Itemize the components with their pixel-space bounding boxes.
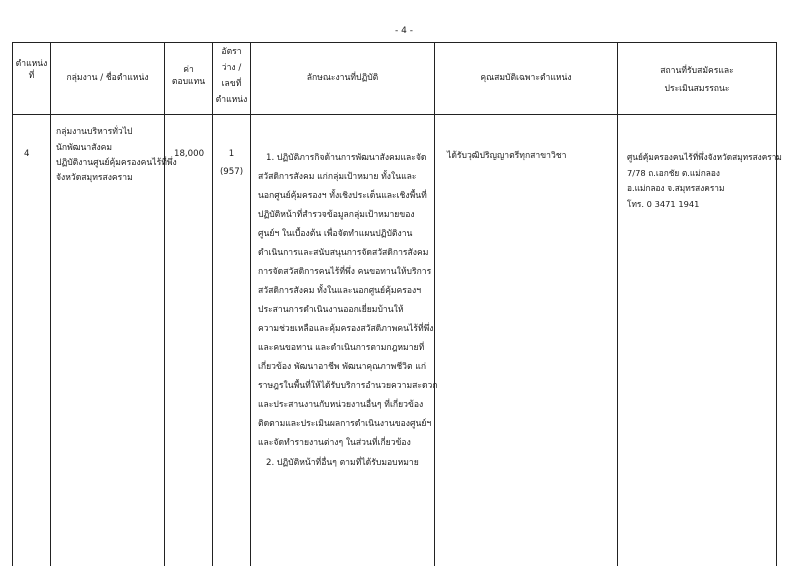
column-divider-4 xyxy=(250,42,251,566)
column-divider-6 xyxy=(617,42,618,566)
header-qualifications: คุณสมบัติเฉพาะตำแหน่ง xyxy=(480,73,572,83)
row-number: 4 xyxy=(24,149,30,159)
location-text: ศูนย์คุ้มครองคนไร้ที่พึ่งจังหวัดสมุทรสงคราม 7/78 ถ.เอกชัย ต.แม่กลอง อ.แม่กลอง จ.สมุทรสงคราม โทร. 0 3471 1941 xyxy=(627,152,782,209)
table-left-border xyxy=(12,42,13,566)
duty-line: นอกศูนย์คุ้มครองฯ ทั้งเชิงประเด็นและเชิงพื้นที่ xyxy=(258,191,427,201)
table-right-border xyxy=(776,42,777,566)
qualification-text: ได้รับวุฒิปริญญาตรีทุกสาขาวิชา xyxy=(447,151,567,161)
column-divider-1 xyxy=(50,42,51,566)
duty-line: การจัดสวัสดิการคนไร้ที่พึ่ง คนขอทานให้บริการ xyxy=(258,267,432,277)
header-group-name: กลุ่มงาน / ชื่อตำแหน่ง xyxy=(66,73,149,83)
duty-line: สวัสดิการสังคม แก่กลุ่มเป้าหมาย ทั้งในและ xyxy=(258,172,417,182)
duty-line: ราษฎรในพื้นที่ให้ได้รับบริการอำนวยความสะดวก xyxy=(258,381,438,391)
duty-line: ความช่วยเหลือและคุ้มครองสวัสดิภาพคนไร้ที่พึ่ง xyxy=(258,324,434,334)
duty-line: ติดตามและประเมินผลการดำเนินงานของศูนย์ฯ xyxy=(258,419,432,429)
header-duties: ลักษณะงานที่ปฏิบัติ xyxy=(306,73,379,83)
rate-number: (957) xyxy=(219,167,244,177)
header-bottom-border xyxy=(12,114,777,115)
header-location: สถานที่รับสมัครและ ประเมินสมรรถนะ xyxy=(660,66,734,94)
duty-line: ปฏิบัติหน้าที่สำรวจข้อมูลกลุ่มเป้าหมายของ xyxy=(258,210,415,220)
duty-line: 2. ปฏิบัติหน้าที่อื่นๆ ตามที่ได้รับมอบหมาย xyxy=(266,458,419,468)
column-divider-3 xyxy=(212,42,213,566)
column-divider-2 xyxy=(164,42,165,566)
duty-line: ประสานการดำเนินงานออกเยี่ยมบ้านให้ xyxy=(258,305,404,315)
page-number: - 4 - xyxy=(395,26,413,36)
rate-count: 1 xyxy=(228,149,235,159)
column-divider-5 xyxy=(434,42,435,566)
table-top-border xyxy=(12,42,777,43)
duty-line: 1. ปฏิบัติภารกิจด้านการพัฒนาสังคมและจัด xyxy=(266,153,427,163)
duty-line: ดำเนินการและสนับสนุนการจัดสวัสดิการสังคม xyxy=(258,248,429,258)
duty-line: และคนขอทาน และดำเนินการตามกฎหมายที่ xyxy=(258,343,425,353)
header-salary: ค่า ตอบแทน xyxy=(171,65,206,87)
duty-line: สวัสดิการสังคม ทั้งในและนอกศูนย์คุ้มครองฯ xyxy=(258,286,422,296)
header-rate: อัตรา ว่าง / เลขที่ ตำแหน่ง xyxy=(215,47,248,105)
duty-line: และประสานงานกับหน่วยงานอื่นๆ ที่เกี่ยวข้อง xyxy=(258,400,424,410)
header-position-no: ตำแหน่ง ที่ xyxy=(15,59,48,81)
salary-value: 18,000 xyxy=(174,149,205,159)
group-title: กลุ่มงานบริหารทั่วไป xyxy=(56,127,133,137)
duty-line: และจัดทำรายงานต่างๆ ในส่วนที่เกี่ยวข้อง xyxy=(258,438,411,448)
position-name: นักพัฒนาสังคม ปฏิบัติงานศูนย์คุ้มครองคนไร้ที่พึ่ง จังหวัดสมุทรสงคราม xyxy=(56,143,177,183)
duty-line: ศูนย์ฯ ในเบื้องต้น เพื่อจัดทำแผนปฏิบัติงาน xyxy=(258,229,413,239)
duty-line: เกี่ยวข้อง พัฒนาอาชีพ พัฒนาคุณภาพชีวิต แก่ xyxy=(258,362,427,372)
